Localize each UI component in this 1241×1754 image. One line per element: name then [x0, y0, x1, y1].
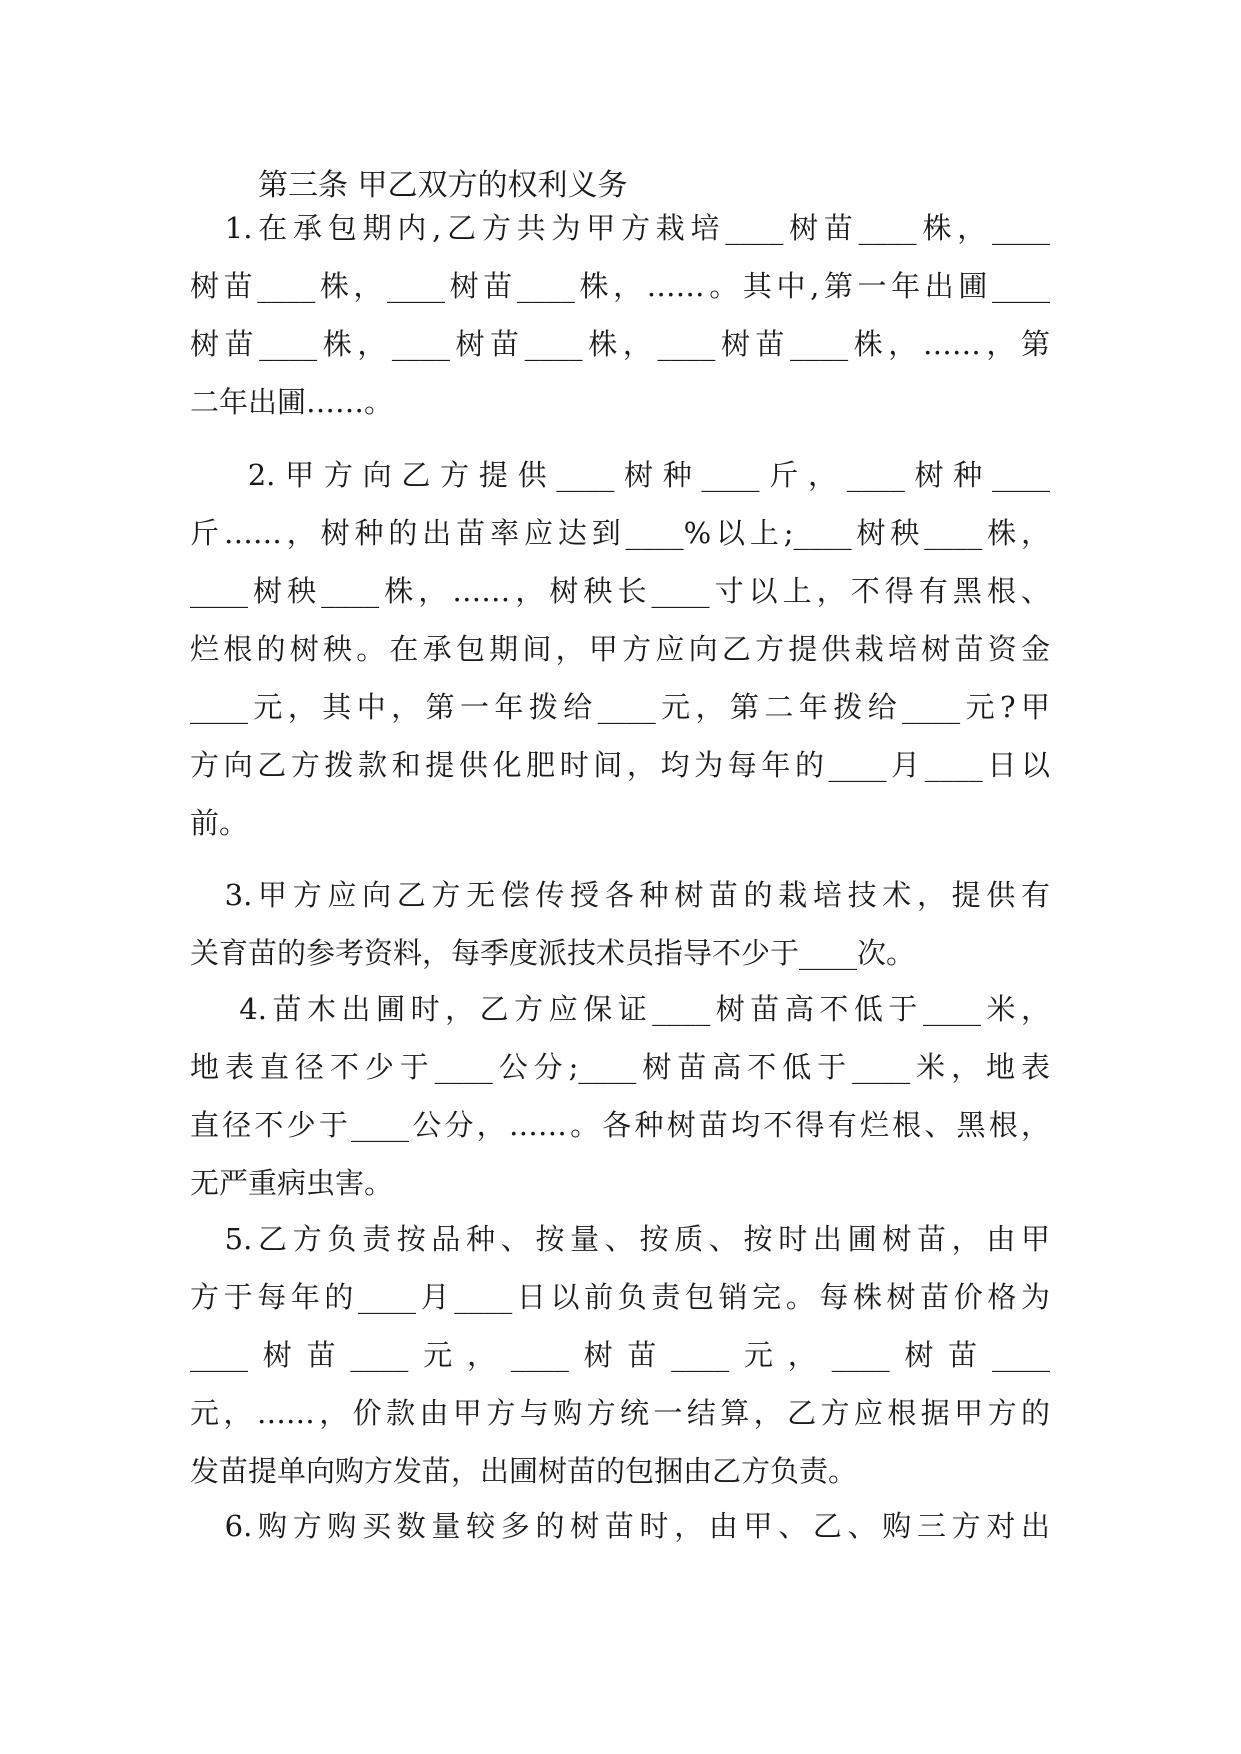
- text-line: 5.乙方负责按品种、按量、按质、按时出圃树苗，由甲: [190, 1222, 1050, 1256]
- text-line: ____树苗____元，____树苗____元，____树苗____: [190, 1338, 1050, 1372]
- paragraph-4: [190, 980, 1050, 1212]
- text-line: 元，……，价款由甲方与购方统一结算，乙方应根据甲方的: [190, 1396, 1050, 1430]
- text-line: 烂根的树秧。在承包期间，甲方应向乙方提供栽培树苗资金: [190, 632, 1050, 666]
- paragraph-1: [190, 199, 1050, 431]
- text-line: 前。: [190, 806, 249, 840]
- text-line: 4.苗木出圃时，乙方应保证____树苗高不低于____米，: [190, 992, 1050, 1026]
- text-line: 方向乙方拨款和提供化肥时间，均为每年的____月____日以: [190, 748, 1050, 782]
- text-line: 直径不少于____公分，……。各种树苗均不得有烂根、黑根，: [190, 1108, 1050, 1142]
- paragraph-5: [190, 1210, 1050, 1500]
- text-line: 树苗____株，____树苗____株，____树苗____株，……，第: [190, 327, 1050, 361]
- text-line: ____树秧____株，……，树秧长____寸以上，不得有黑根、: [190, 574, 1050, 608]
- paragraph-2: [190, 446, 1050, 852]
- text-line: 1.在承包期内,乙方共为甲方栽培____树苗____株，____: [190, 211, 1050, 245]
- text-line: ____元，其中，第一年拨给____元，第二年拨给____元?甲: [190, 690, 1050, 724]
- article-heading: 第三条 甲乙双方的权利义务: [258, 168, 628, 203]
- paragraph-3: [190, 866, 1050, 982]
- text-line: 方于每年的____月____日以前负责包销完。每株树苗价格为: [190, 1280, 1050, 1314]
- text-line: 3.甲方应向乙方无偿传授各种树苗的栽培技术，提供有: [190, 878, 1050, 912]
- text-line: 斤……，树种的出苗率应达到____%以上;____树秧____株，: [190, 516, 1050, 550]
- text-line: 二年出圃……。: [190, 385, 394, 419]
- paragraph-6: [190, 1497, 1050, 1555]
- text-line: 无严重病虫害。: [190, 1166, 394, 1200]
- text-line: 发苗提单向购方发苗，出圃树苗的包捆由乙方负责。: [190, 1454, 858, 1488]
- text-line: 树苗____株，____树苗____株，……。其中,第一年出圃____: [190, 269, 1050, 303]
- text-line: 6.购方购买数量较多的树苗时，由甲、乙、购三方对出: [190, 1509, 1050, 1543]
- text-line: 地表直径不少于____公分;____树苗高不低于____米，地表: [190, 1050, 1050, 1084]
- text-line: 关育苗的参考资料，每季度派技术员指导不少于____次。: [190, 936, 916, 970]
- text-line: 2.甲方向乙方提供____树种____斤，____树种____: [190, 458, 1050, 492]
